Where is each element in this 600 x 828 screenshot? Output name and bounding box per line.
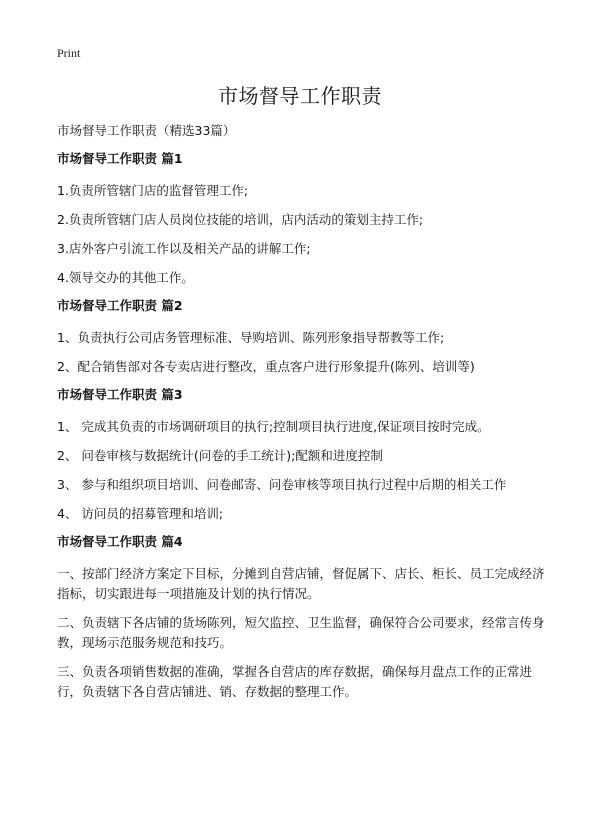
section-4 [57, 533, 550, 702]
list-item: 4.领导交办的其他工作。 [57, 270, 194, 285]
list-item: 二、负责辖下各店铺的货场陈列，短欠监控、卫生监督，确保符合公司要求，经常言传身教，现场示范服务规范和技巧。 [57, 615, 545, 650]
list-item: 1、负责执行公司店务管理标准、导购培训、陈列形象指导帮教等工作; [57, 330, 445, 345]
section-heading: 市场督导工作职责 篇3 [57, 387, 183, 402]
list-item: 2、 问卷审核与数据统计(问卷的手工统计);配额和进度控制 [57, 448, 383, 463]
document-body [57, 150, 550, 711]
list-item: 2、配合销售部对各专卖店进行整改，重点客户进行形象提升(陈列、培训等) [57, 359, 475, 374]
document-title: 市场督导工作职责 [218, 84, 382, 108]
list-item: 1.负责所管辖门店的监督管理工作; [57, 183, 249, 198]
section-1 [57, 150, 550, 288]
list-item: 一、按部门经济方案定下目标，分摊到自营店铺，督促属下、店长、柜长、员工完成经济指标，切实跟进每一项措施及计划的执行情况。 [57, 566, 545, 601]
document-subtitle: 市场督导工作职责（精选33篇） [57, 123, 236, 138]
section-heading: 市场督导工作职责 篇4 [57, 534, 183, 549]
section-heading: 市场督导工作职责 篇1 [57, 151, 183, 166]
print-label: Print [57, 46, 81, 60]
list-item: 2.负责所管辖门店人员岗位技能的培训，店内活动的策划主持工作; [57, 212, 424, 227]
list-item: 4、 访问员的招募管理和培训; [57, 506, 224, 521]
section-2 [57, 297, 550, 377]
section-heading: 市场督导工作职责 篇2 [57, 298, 183, 313]
list-item: 3、 参与和组织项目培训、问卷邮寄、问卷审核等项目执行过程中后期的相关工作 [57, 477, 507, 492]
list-item: 1、 完成其负责的市场调研项目的执行;控制项目执行进度,保证项目按时完成。 [57, 419, 490, 434]
list-item: 3.店外客户引流工作以及相关产品的讲解工作; [57, 241, 311, 256]
section-3 [57, 386, 550, 524]
list-item: 三、负责各项销售数据的准确，掌握各自营店的库存数据，确保每月盘点工作的正常进行，负责辖下各自营店铺进、销、存数据的整理工作。 [57, 664, 533, 699]
